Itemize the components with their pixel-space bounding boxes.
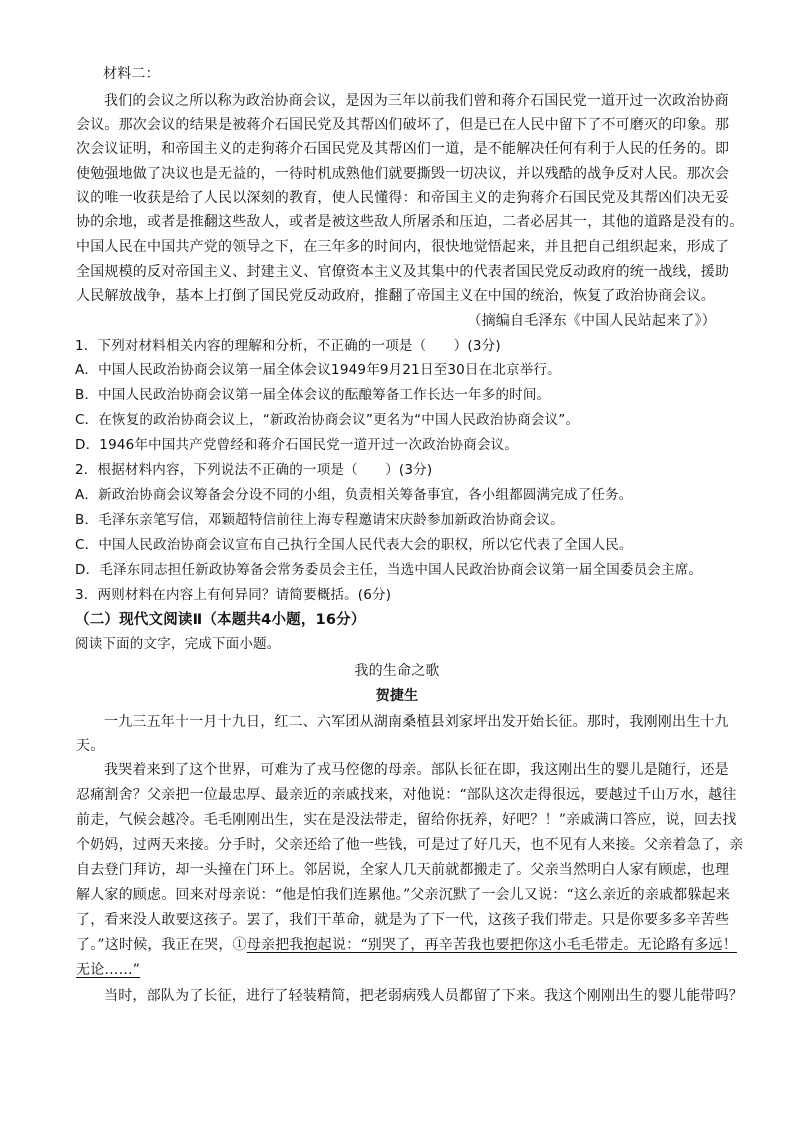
question-stem: 3．两则材料在内容上有何异同？请简要概括。(6分): [75, 587, 392, 603]
paragraph-line: 我们的会议之所以称为政治协商会议，是因为三年以前我们曾和蒋介石国民党一道开过一次政治协商: [104, 93, 729, 109]
paragraph-line: 会议。那次会议的结果是被蒋介石国民党及其帮凶们破坏了，但是已在人民中留下了不可磨灭的印象。那: [76, 117, 730, 133]
section-heading: （二）现代文阅读Ⅱ（本题共4小题，16分）: [75, 612, 366, 628]
material-heading: 材料二：: [103, 66, 160, 82]
paragraph-line: [76, 935, 737, 955]
source-citation: （摘编自毛泽东《中国人民站起来了》）: [467, 313, 716, 329]
paragraph-line: 人民解放战争，基本上打倒了国民党反动政府，推翻了帝国主义在中国的统治，恢复了政治协商会议。: [76, 288, 715, 304]
paragraph-line: 全国规模的反对帝国主义、封建主义、官僚资本主义及其集中的代表者国民党反动政府的统一战线，援助: [76, 264, 730, 280]
option-a: A．中国人民政治协商会议第一届全体会议1949年9月21日至30日在北京举行。: [75, 362, 561, 378]
paragraph-line: 议的唯一收获是给了人民以深刻的教育，使人民懂得：和帝国主义的走狗蒋介石国民党及其帮凶们决无妥: [76, 190, 730, 206]
option-b: B．中国人民政治协商会议第一届全体会议的酝酿筹备工作长达一年多的时间。: [75, 387, 551, 403]
underlined-sentence-continued: 无论……”: [76, 962, 141, 978]
paragraph-line: 一九三五年十一月十九日，红二、六军团从湖南桑植县刘家坪出发开始长征。那时，我刚刚出生十九: [104, 714, 729, 730]
option-d: D．1946年中国共产党曾经和蒋介石国民党一道开过一次政治协商会议。: [75, 437, 519, 453]
paragraph-line: 次会议证明，和帝国主义的走狗蒋介石国民党及其帮凶们一道，是不能解决任何有利于人民的任务的。即: [76, 141, 730, 157]
paragraph-line: 忍痛割舍？父亲把一位最忠厚、最亲近的亲戚找来，对他说：“部队这次走得很远，要越过千山万水，越往: [76, 787, 737, 803]
question-stem: 2．根据材料内容，下列说法不正确的一项是（ ）(3分): [75, 462, 433, 478]
paragraph-line: 当时，部队为了长征，进行了轻装精简，把老弱病残人员都留了下来。我这个刚刚出生的婴儿能带吗？: [104, 988, 743, 1004]
question-stem: 1．下列对材料相关内容的理解和分析，不正确的一项是（ ）(3分): [75, 338, 501, 354]
paragraph-line: 中国人民在中国共产党的领导之下，在三年多的时间内，很快地觉悟起来，并且把自己组织起来，形成了: [76, 239, 730, 255]
paragraph-line: 使勉强地做了决议也是无益的，一待时机成熟他们就要撕毁一切决议，并以残酷的战争反对人民。那次会: [76, 166, 730, 182]
paragraph-line: 天。: [76, 738, 105, 754]
paragraph-text: 了。”这时候，我正在哭，: [76, 937, 233, 953]
section-instruction: 阅读下面的文字，完成下面小题。: [75, 636, 281, 652]
option-c: C．中国人民政治协商会议宣布自己执行全国人民代表大会的职权，所以它代表了全国人民。: [75, 537, 633, 553]
paragraph-line: 前走，气候会越冷。毛毛刚刚出生，实在是没法带走，留给你抚养，好吧？！”亲戚满口答应，说，回去找: [76, 812, 737, 828]
paragraph-line: 个奶妈，过两天来接。分手时，父亲还给了他一些钱，可是过了好几天，也不见有人来接。父亲着急了，亲: [76, 837, 744, 853]
article-title: 我的生命之歌: [354, 663, 440, 679]
option-b: B．毛泽东亲笔写信，邓颖超特信前往上海专程邀请宋庆龄参加新政治协商会议。: [75, 512, 564, 528]
option-d: D．毛泽东同志担任新政协筹备会常务委员会主任，当选中国人民政治协商会议第一届全国委员会主席。: [75, 562, 703, 578]
paragraph-line: 解人家的顾虑。回来对母亲说：“他是怕我们连累他。”父亲沉默了一会儿又说：“这么亲近的亲戚都躲起来: [76, 887, 731, 903]
paragraph-line: 协的余地，或者是推翻这些敌人，或者是被这些敌人所屠杀和压迫，二者必居其一，其他的道路是没有的。: [76, 214, 744, 230]
option-c: C．在恢复的政治协商会议上，“新政治协商会议”更名为“中国人民政治协商会议”。: [75, 412, 580, 428]
article-author: 贺捷生: [375, 688, 419, 704]
underline-marker: ①: [232, 937, 247, 953]
paragraph-line: 了，看来没人敢要这孩子。罢了，我们干革命，就是为了下一代，这孩子我们带走。只是你要多多辛苦些: [76, 912, 730, 928]
paragraph-line: 我哭着来到了这个世界，可难为了戎马倥偬的母亲。部队长征在即，我这刚出生的婴儿是随行，还是: [104, 762, 729, 778]
underlined-sentence: 母亲把我抱起说：“别哭了，再辛苦我也要把你这小毛毛带走。无论路有多远！: [246, 937, 737, 953]
paragraph-line: 自去登门拜访，却一头撞在门环上。邻居说，全家人几天前就都搬走了。父亲当然明白人家有顾虑，也理: [76, 862, 730, 878]
option-a: A．新政治协商会议筹备会分设不同的小组，负责相关筹备事宜，各小组都圆满完成了任务。: [75, 487, 633, 503]
